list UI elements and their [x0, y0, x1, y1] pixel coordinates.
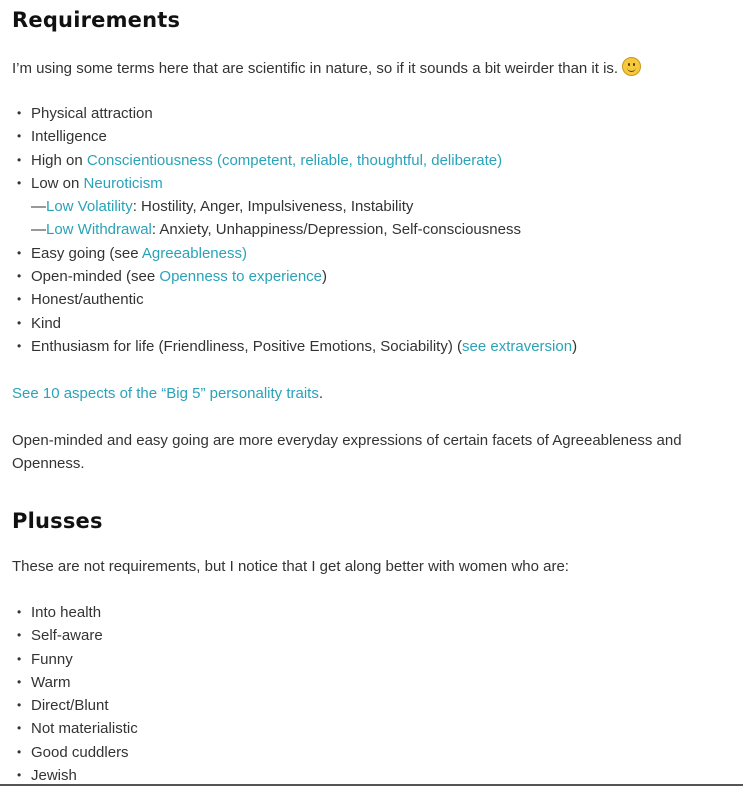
- plusses-intro: These are not requirements, but I notice that I get along better with women who are:: [12, 558, 569, 575]
- low-volatility-link[interactable]: Low Volatility: [46, 198, 133, 216]
- list-item: [12, 125, 577, 148]
- list-item: • Warm: [12, 671, 138, 694]
- list-item: • Direct/Blunt: [12, 694, 138, 717]
- closing-paren: ): [572, 337, 578, 355]
- item-easy-going-label: Easy going (see: [31, 244, 142, 262]
- item-kind: Kind: [31, 314, 62, 332]
- list-item: [12, 335, 577, 358]
- big5-line: [12, 382, 323, 405]
- item-open-minded-label: Open-minded (see: [31, 268, 160, 286]
- em-dash: —: [31, 198, 46, 216]
- list-item: [12, 312, 577, 335]
- agreeableness-link[interactable]: Agreeableness): [141, 244, 247, 262]
- big5-aspects-link[interactable]: See 10 aspects of the “Big 5” personality traits: [12, 385, 319, 402]
- explanation-paragraph: Open-minded and easy going are more everyday expressions of certain facets of Agreeableness and Openness.: [12, 432, 682, 473]
- list-item: • Into health: [12, 601, 138, 624]
- list-item: [12, 288, 577, 311]
- list-item: • Funny: [12, 648, 138, 671]
- smiley-face-icon: [622, 57, 641, 76]
- plusses-heading: Plusses: [12, 509, 103, 533]
- neuroticism-link[interactable]: Neuroticism: [83, 174, 163, 192]
- item-enthusiasm-label: Enthusiasm for life (Friendliness, Positive Emotions, Sociability) (: [31, 337, 462, 355]
- list-item: [12, 265, 577, 288]
- closing-paren: ): [322, 268, 328, 286]
- em-dash: —: [31, 221, 46, 239]
- requirements-intro: [12, 57, 732, 80]
- list-item: [12, 242, 577, 265]
- withdrawal-description: : Anxiety, Unhappiness/Depression, Self-consciousness: [151, 221, 521, 239]
- plusses-list: [12, 601, 138, 787]
- bottom-divider: [0, 784, 743, 786]
- extraversion-link[interactable]: see extraversion: [462, 337, 573, 355]
- list-item: [12, 102, 577, 125]
- requirements-list: [12, 102, 577, 358]
- requirements-intro-text: I’m using some terms here that are scientific in nature, so if it sounds a bit weirder than it is.: [12, 60, 619, 77]
- conscientiousness-link[interactable]: Conscientiousness (competent, reliable, thoughtful, deliberate): [86, 151, 503, 169]
- item-high-on-label: High on: [31, 151, 87, 169]
- list-item: • Jewish: [12, 764, 138, 787]
- item-intelligence: Intelligence: [31, 128, 107, 146]
- list-item: [12, 149, 577, 172]
- item-low-on-label: Low on: [31, 174, 84, 192]
- volatility-description: : Hostility, Anger, Impulsiveness, Instability: [132, 198, 414, 216]
- item-honest: Honest/authentic: [31, 291, 144, 309]
- list-item: • Good cuddlers: [12, 741, 138, 764]
- period: .: [318, 385, 323, 402]
- openness-link[interactable]: Openness to experience: [159, 268, 323, 286]
- item-physical-attraction: Physical attraction: [31, 105, 153, 122]
- list-subitem: [12, 218, 577, 241]
- low-withdrawal-link[interactable]: Low Withdrawal: [46, 221, 152, 239]
- list-item: • Not materialistic: [12, 717, 138, 740]
- list-item: • Self-aware: [12, 624, 138, 647]
- list-subitem: [12, 195, 577, 218]
- requirements-heading: Requirements: [12, 8, 181, 32]
- list-item: [12, 172, 577, 195]
